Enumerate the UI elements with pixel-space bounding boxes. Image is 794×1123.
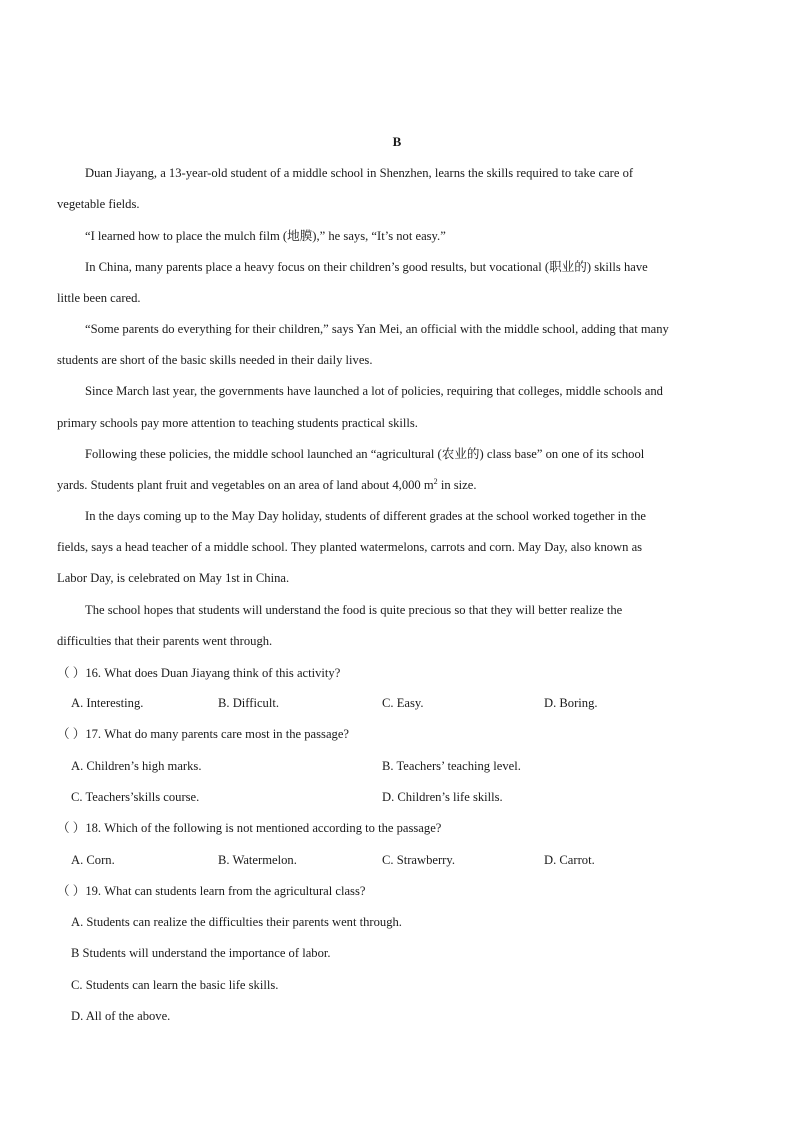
paragraph-line: students are short of the basic skills needed in their daily lives.	[57, 353, 373, 367]
paragraph-line	[57, 476, 477, 494]
answer-option: A. Children’s high marks.	[71, 759, 202, 773]
answer-option: D. Boring.	[544, 696, 598, 710]
section-heading: B	[392, 134, 402, 149]
paragraph-line: The school hopes that students will understand the food is quite precious so that they will better realize the	[85, 603, 623, 617]
answer-option: D. All of the above.	[71, 1009, 171, 1023]
answer-option: B Students will understand the importance of labor.	[71, 946, 331, 960]
paragraph-line: difficulties that their parents went through.	[57, 634, 273, 648]
answer-option: B. Teachers’ teaching level.	[382, 759, 521, 773]
paragraph-line: little been cared.	[57, 291, 141, 305]
paragraph-line: “I learned how to place the mulch film (地膜),” he says, “It’s not easy.”	[85, 229, 446, 243]
paragraph-line: Labor Day, is celebrated on May 1st in China.	[57, 571, 290, 585]
answer-option: B. Difficult.	[218, 696, 279, 710]
question-stem: （ ）19. What can students learn from the agricultural class?	[57, 884, 366, 898]
paragraph-line: vegetable fields.	[57, 197, 140, 211]
answer-option: B. Watermelon.	[218, 853, 297, 867]
paragraph-line: primary schools pay more attention to teaching students practical skills.	[57, 416, 418, 430]
answer-option: A. Interesting.	[71, 696, 144, 710]
answer-option: A. Corn.	[71, 853, 115, 867]
answer-option: D. Carrot.	[544, 853, 595, 867]
paragraph-line: In China, many parents place a heavy focus on their children’s good results, but vocational (职业的) skills have	[85, 260, 648, 274]
paragraph-line: Following these policies, the middle school launched an “agricultural (农业的) class base” on one of its school	[85, 447, 645, 461]
paragraph-line: In the days coming up to the May Day holiday, students of different grades at the school worked together in the	[85, 509, 646, 523]
answer-option: C. Strawberry.	[382, 853, 455, 867]
paragraph-line: Since March last year, the governments have launched a lot of policies, requiring that colleges, middle schools and	[85, 384, 663, 398]
area-text-end: in size.	[437, 478, 477, 492]
answer-option: A. Students can realize the difficulties their parents went through.	[71, 915, 402, 929]
answer-option: C. Teachers’skills course.	[71, 790, 200, 804]
paragraph-line: Duan Jiayang, a 13-year-old student of a middle school in Shenzhen, learns the skills required to take care of	[85, 166, 634, 180]
answer-option: C. Students can learn the basic life skills.	[71, 978, 279, 992]
question-stem: （ ）17. What do many parents care most in the passage?	[57, 727, 350, 741]
paragraph-line: “Some parents do everything for their children,” says Yan Mei, an official with the middle school, adding that many	[85, 322, 669, 336]
question-stem: （ ）18. Which of the following is not mentioned according to the passage?	[57, 821, 442, 835]
answer-option: D. Children’s life skills.	[382, 790, 503, 804]
superscript: 2	[433, 476, 438, 486]
area-text: yards. Students plant fruit and vegetables on an area of land about 4,000 m	[57, 478, 434, 492]
paragraph-line: fields, says a head teacher of a middle school. They planted watermelons, carrots and corn. May Day, also known as	[57, 540, 643, 554]
answer-option: C. Easy.	[382, 696, 424, 710]
question-stem: （ ）16. What does Duan Jiayang think of this activity?	[57, 666, 341, 680]
